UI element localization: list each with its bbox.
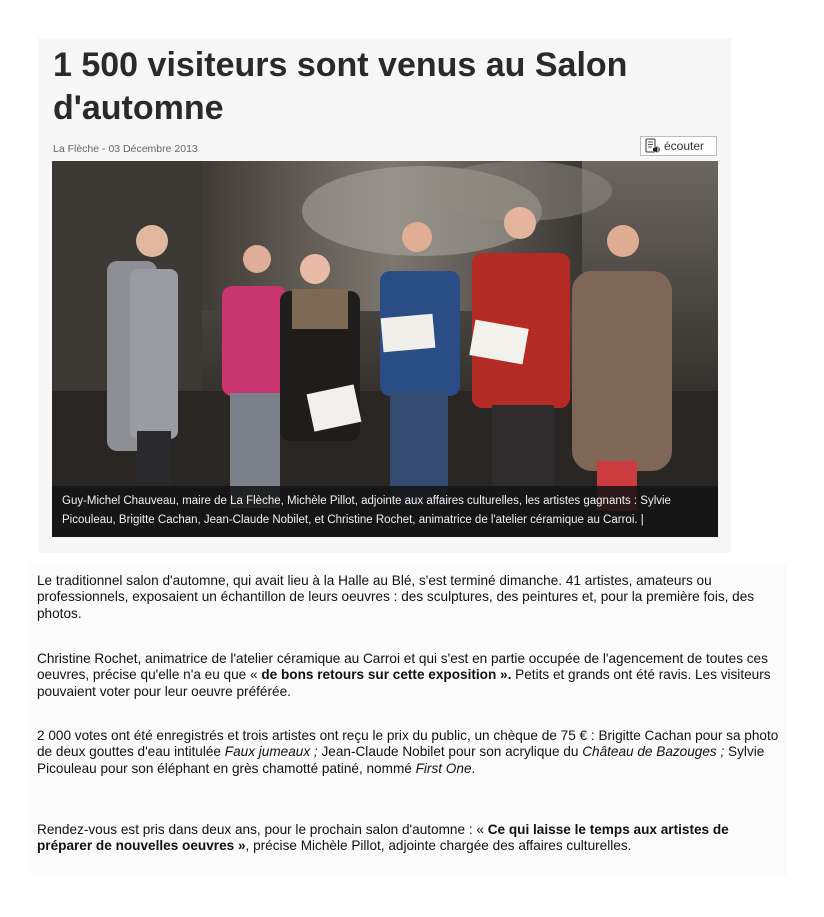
photo-caption: Guy-Michel Chauveau, maire de La Flèche, Michèle Pillot, adjointe aux affaires culturelles, les artistes gagnants : Sylvie Picouleau, Brigitte Cachan, Jean-Claude Nobilet, et Christine Rochet, animatrice de l'atelier céramique au Carroi. | [52,486,718,537]
article-title: 1 500 visiteurs sont venus au Salon d'automne [53,46,628,127]
photo-illustration [52,161,718,537]
paragraph-3-text-e: Sylvie Picouleau pour son éléphant en grès chamotté patiné, nommé [37,744,765,776]
article-photo [52,161,718,537]
paragraph-4-bold-quote: Ce qui laisse le temps aux artistes de préparer de nouvelles oeuvres » [37,822,729,854]
paragraph-2-text-c: Petits et grands ont été ravis. Les visiteurs pouvaient voter pour leur oeuvre préférée. [37,667,771,699]
listen-label: écouter [664,139,705,153]
paragraph-3-italic-chateau: Château de Bazouges ; [582,744,725,760]
article-paragraph-2 [37,651,781,700]
article-paragraph-4 [37,822,781,855]
paragraph-3-italic-first-one: First One [415,760,472,776]
paragraph-4-text-c: , précise Michèle Pillot, adjointe chargée des affaires culturelles. [245,838,632,854]
paragraph-4-text-a: Rendez-vous est pris dans deux ans, pour le prochain salon d'automne : « [37,822,488,837]
article-paragraph-3 [37,728,781,777]
article-meta: La Flèche - 03 Décembre 2013 [53,143,198,155]
speaker-icon [645,138,661,154]
listen-button[interactable] [640,136,717,156]
paragraph-3-italic-faux-jumeaux: Faux jumeaux ; [224,744,318,760]
paragraph-3-text-c: Jean-Claude Nobilet pour son acrylique du [317,744,583,760]
paragraph-3-text-g: . [471,760,476,776]
paragraph-3-text-a: 2 000 votes ont été enregistrés et trois artistes ont reçu le prix du public, un chèque de 75 € : Brigitte Cachan pour sa photo de deux gouttes d'eau intitulée [37,728,779,760]
paragraph-2-bold-quote: de bons retours sur cette exposition ». [261,667,512,683]
article-paragraph-1: Le traditionnel salon d'automne, qui avait lieu à la Halle au Blé, s'est terminé dimanche. 41 artistes, amateurs ou professionnels, exposaient un échantillon de leurs oeuvres : des sculptures, des peintures et, pour la première fois, des photos. [37,573,755,621]
paragraph-2-text-a: Christine Rochet, animatrice de l'atelier céramique au Carroi et qui s'est en partie occupée de l'agencement de toutes ces oeuvres, précise qu'elle n'a eu que « [37,651,768,683]
